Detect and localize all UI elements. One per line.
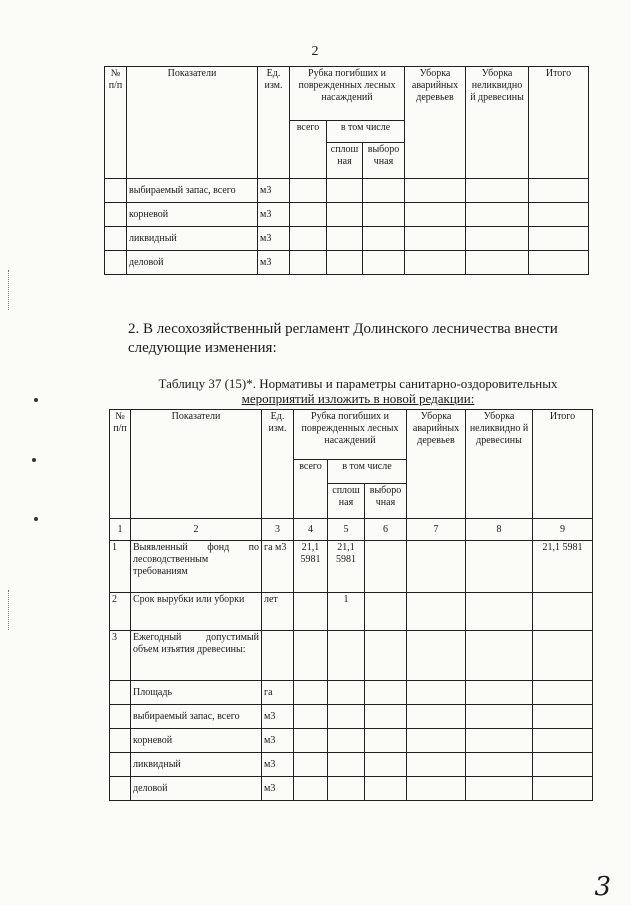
col-number: 6 xyxy=(365,519,407,541)
header-total-sub: всего xyxy=(294,460,328,519)
col-number: 2 xyxy=(131,519,262,541)
row-label: Ежегодный допустимый объем изъятия древесины: xyxy=(131,631,262,681)
paragraph-line-2: следующие изменения: xyxy=(128,340,277,356)
col-number: 3 xyxy=(262,519,294,541)
col-number: 1 xyxy=(110,519,131,541)
row-num xyxy=(110,681,131,705)
header-illiquid: Уборка неликвидно й древесины xyxy=(466,67,529,179)
table-top xyxy=(104,66,589,275)
row-unit: м3 xyxy=(262,729,294,753)
row-num xyxy=(110,777,131,801)
row-value-total: 21,1 5981 xyxy=(294,541,328,593)
table-row xyxy=(110,681,593,705)
row-num: 2 xyxy=(110,593,131,631)
paragraph-line-1: 2. В лесохозяйственный регламент Долинского лесничества внести xyxy=(128,321,558,337)
row-unit: га м3 xyxy=(262,541,294,593)
row-label: Срок вырубки или уборки xyxy=(131,593,262,631)
header-including: в том числе xyxy=(328,460,407,484)
row-value-itogo: 21,1 5981 xyxy=(533,541,593,593)
col-number: 8 xyxy=(466,519,533,541)
row-unit: м3 xyxy=(262,777,294,801)
col-number: 9 xyxy=(533,519,593,541)
table-row xyxy=(110,777,593,801)
header-unit: Ед. изм. xyxy=(258,67,290,179)
header-including: в том числе xyxy=(327,121,405,143)
row-label: Площадь xyxy=(131,681,262,705)
col-number: 7 xyxy=(407,519,466,541)
header-selective: выборо чная xyxy=(365,484,407,519)
row-value-clear: 21,1 5981 xyxy=(328,541,365,593)
margin-mark xyxy=(34,517,38,521)
table-row xyxy=(110,541,593,593)
row-unit xyxy=(262,631,294,681)
margin-mark xyxy=(32,458,36,462)
table-row xyxy=(105,203,589,227)
table-row xyxy=(105,227,589,251)
row-unit: м3 xyxy=(258,251,290,275)
header-num: № п/п xyxy=(110,410,131,519)
page-number: 2 xyxy=(311,44,319,59)
row-unit: м3 xyxy=(262,705,294,729)
header-indicator: Показатели xyxy=(131,410,262,519)
header-illiquid: Уборка неликвидно й древесины xyxy=(466,410,533,519)
corner-page-mark: 3 xyxy=(594,872,611,902)
row-label: корневой xyxy=(131,729,262,753)
header-itogo: Итого xyxy=(529,67,589,179)
row-label: ликвидный xyxy=(131,753,262,777)
table-caption xyxy=(138,376,578,406)
row-label: выбираемый запас, всего xyxy=(127,179,258,203)
row-label: Выявленный фонд по лесоводственным требованиям xyxy=(131,541,262,593)
row-unit: га xyxy=(262,681,294,705)
margin-mark xyxy=(34,398,38,402)
table-row xyxy=(110,753,593,777)
row-label: ликвидный xyxy=(127,227,258,251)
header-itogo: Итого xyxy=(533,410,593,519)
header-total-sub: всего xyxy=(290,121,327,179)
header-clear: сплош ная xyxy=(327,143,363,179)
header-emergency: Уборка аварийных деревьев xyxy=(407,410,466,519)
amendment-paragraph xyxy=(128,320,583,358)
margin-dots xyxy=(8,590,12,630)
row-unit: м3 xyxy=(258,179,290,203)
caption-line-2: мероприятий изложить в новой редакции: xyxy=(241,391,475,406)
column-number-row xyxy=(110,519,593,541)
row-num xyxy=(110,705,131,729)
header-felling: Рубка погибших и поврежденных лесных насаждений xyxy=(294,410,407,460)
row-num xyxy=(110,753,131,777)
table-row xyxy=(105,179,589,203)
table-row xyxy=(110,593,593,631)
row-num: 3 xyxy=(110,631,131,681)
header-num: № п/п xyxy=(105,67,127,179)
header-emergency: Уборка аварийных деревьев xyxy=(405,67,466,179)
table-norms xyxy=(109,409,593,801)
table-row xyxy=(110,705,593,729)
col-number: 4 xyxy=(294,519,328,541)
row-unit: м3 xyxy=(258,203,290,227)
header-indicator: Показатели xyxy=(127,67,258,179)
header-selective: выборо чная xyxy=(363,143,405,179)
row-unit: м3 xyxy=(262,753,294,777)
margin-dots xyxy=(8,270,12,310)
header-unit: Ед. изм. xyxy=(262,410,294,519)
row-num: 1 xyxy=(110,541,131,593)
row-label: корневой xyxy=(127,203,258,227)
table-row xyxy=(110,729,593,753)
header-clear: сплош ная xyxy=(328,484,365,519)
row-label: выбираемый запас, всего xyxy=(131,705,262,729)
table-row xyxy=(105,251,589,275)
header-felling: Рубка погибших и поврежденных лесных насаждений xyxy=(290,67,405,121)
col-number: 5 xyxy=(328,519,365,541)
row-label: деловой xyxy=(131,777,262,801)
caption-line-1: Таблицу 37 (15)*. Нормативы и параметры санитарно-оздоровительных xyxy=(158,376,558,391)
row-num xyxy=(110,729,131,753)
table-row xyxy=(110,631,593,681)
row-unit: м3 xyxy=(258,227,290,251)
row-label: деловой xyxy=(127,251,258,275)
row-unit: лет xyxy=(262,593,294,631)
row-value-clear: 1 xyxy=(328,593,365,631)
